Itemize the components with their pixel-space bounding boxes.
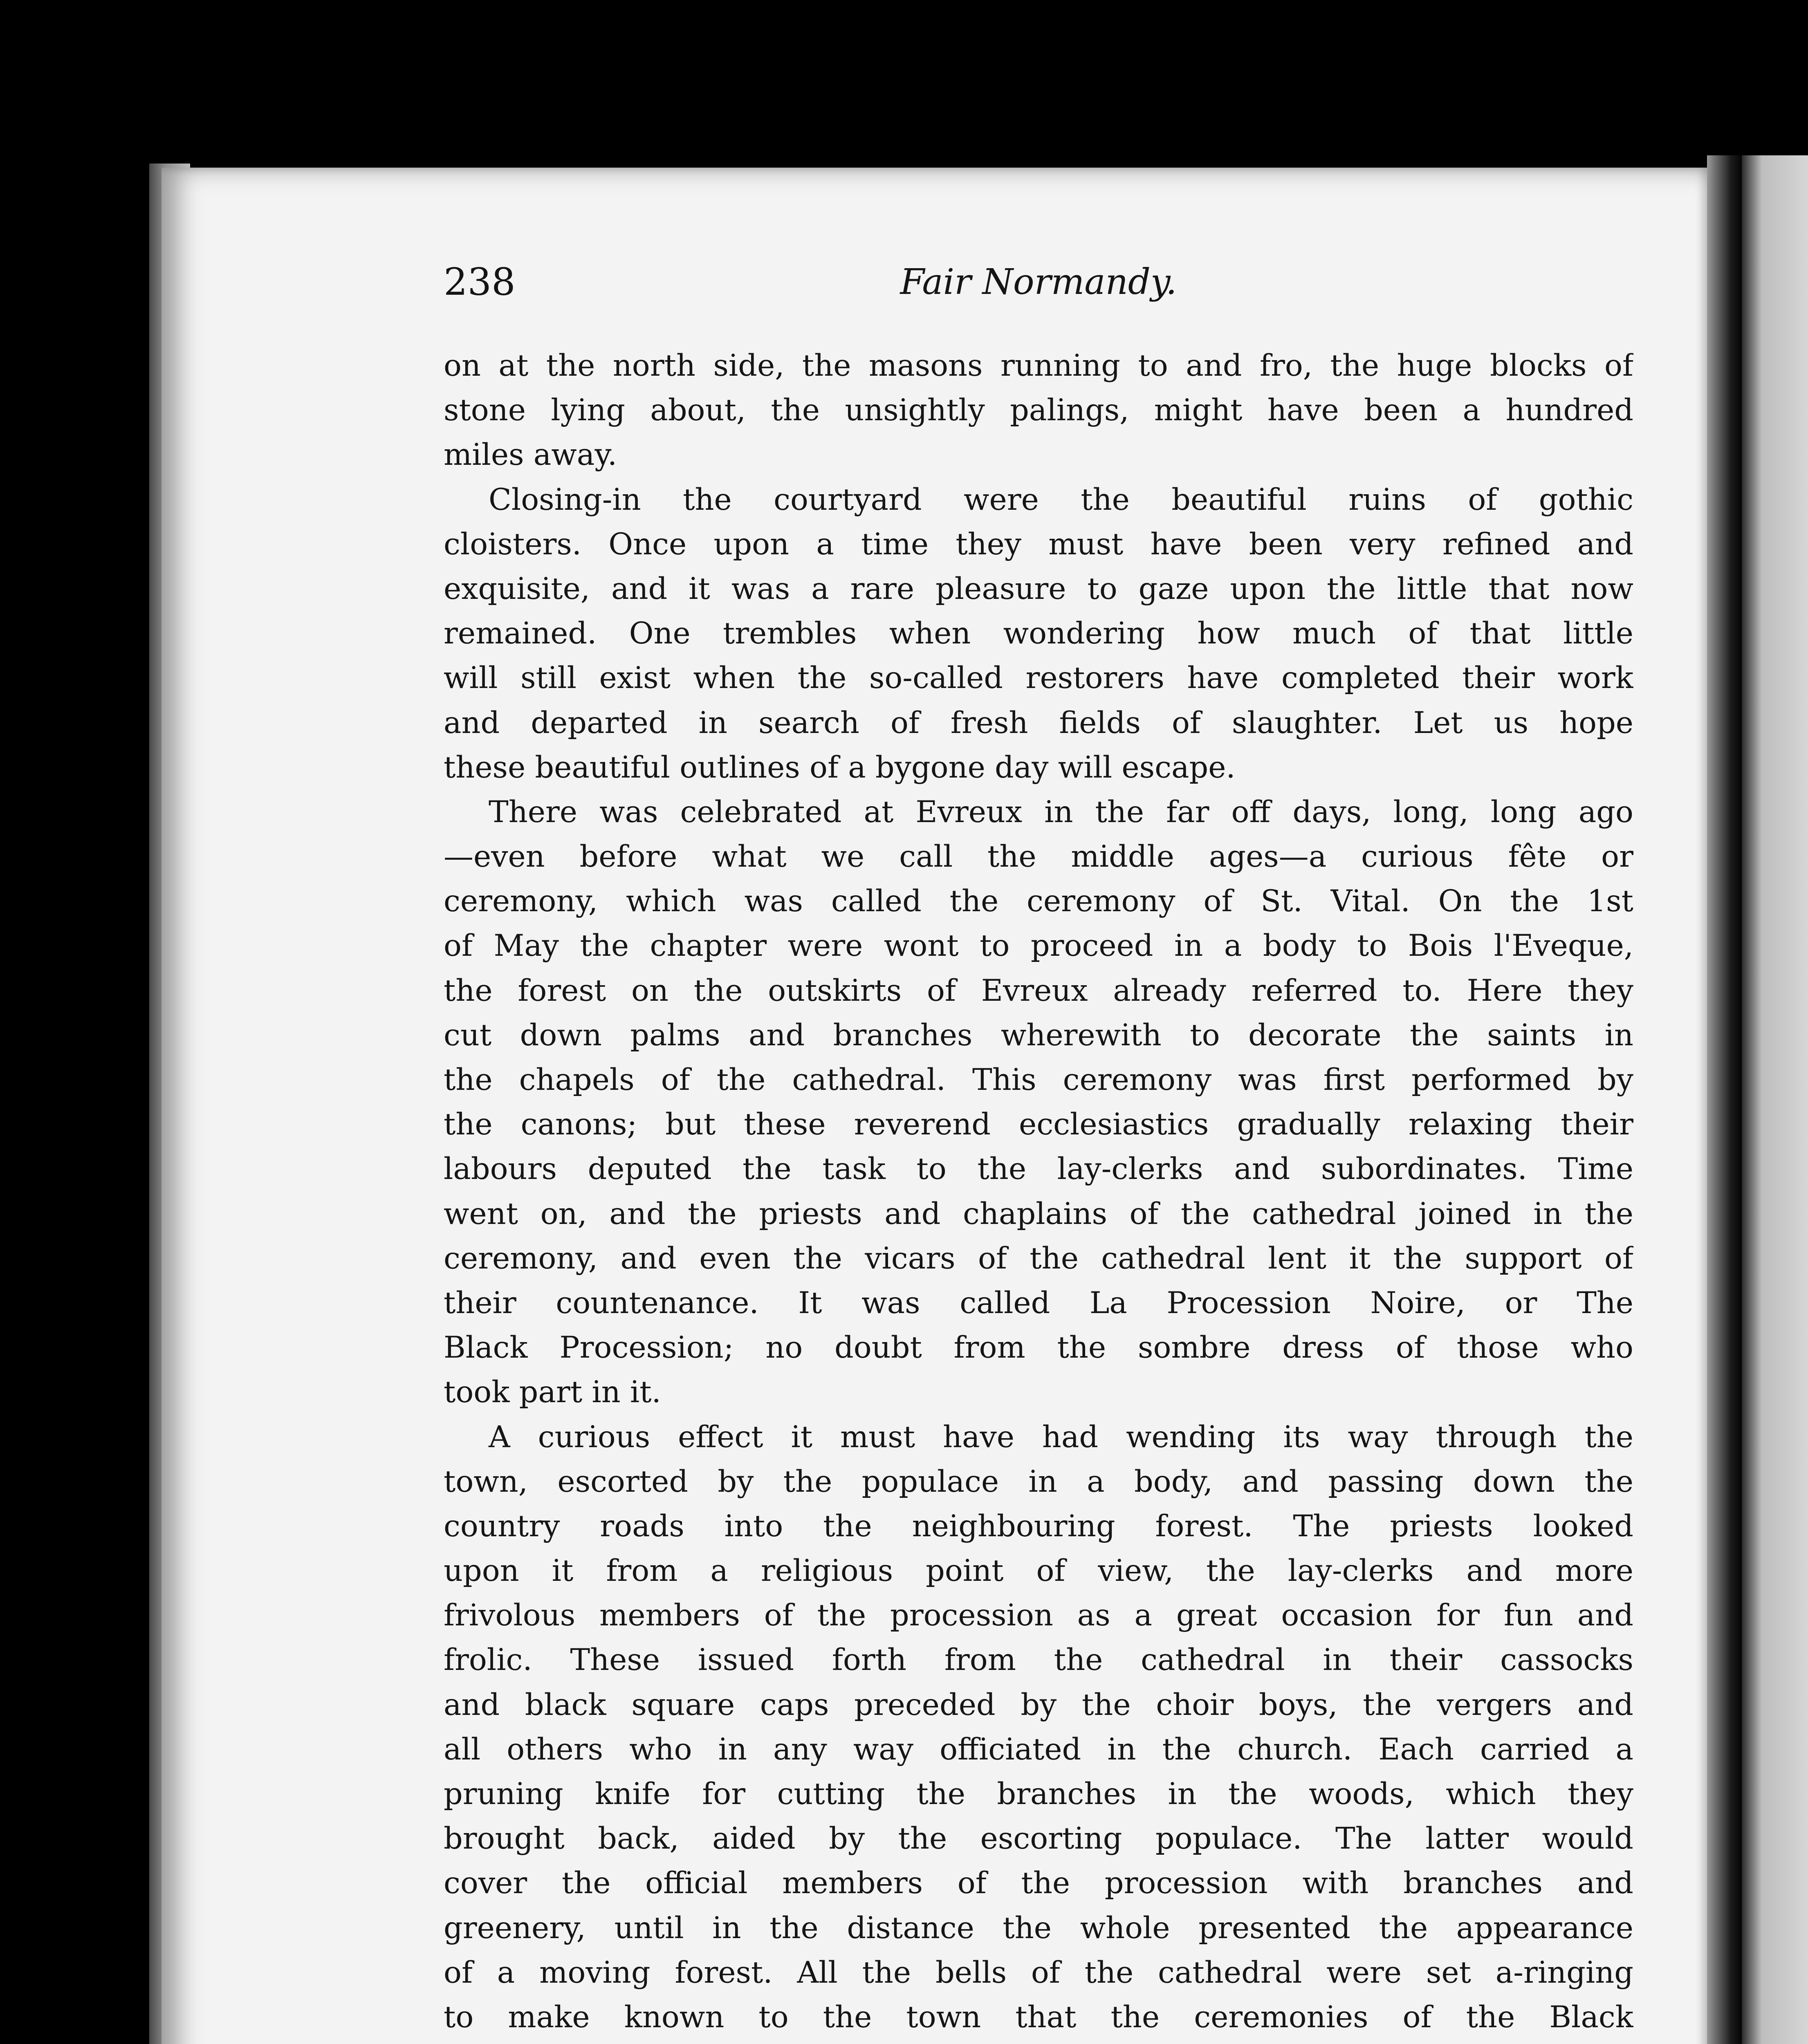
text-line: ceremony, and even the vicars of the cathedral lent it the support of	[444, 1241, 1633, 1276]
paragraph	[444, 1415, 1633, 2044]
text-line	[444, 2040, 1633, 2044]
text-line: —even before what we call the middle ages—a curious fête or	[444, 839, 1633, 874]
text-line: cut down palms and branches wherewith to decorate the saints in	[444, 1018, 1633, 1053]
text-line: the canons; but these reverend ecclesiastics gradually relaxing their	[444, 1107, 1633, 1142]
text-line: greenery, until in the distance the whole presented the appearance	[444, 1910, 1633, 1945]
text-line: stone lying about, the unsightly palings, might have been a hundred	[444, 393, 1633, 428]
text-line: the chapels of the cathedral. This ceremony was first performed by	[444, 1062, 1633, 1097]
page-header	[444, 258, 1633, 315]
text-line: cloisters. Once upon a time they must have been very refined and	[444, 527, 1633, 562]
text-line: to make known to the town that the ceremonies of the Black	[444, 1999, 1633, 2035]
facing-page-edge	[1742, 155, 1808, 2044]
text-line: Black Procession; no doubt from the sombre dress of those who	[444, 1330, 1633, 1365]
text-line: frivolous members of the procession as a great occasion for fun and	[444, 1598, 1633, 1633]
text-line: of May the chapter were wont to proceed in a body to Bois l'Eveque,	[444, 928, 1633, 964]
paragraph	[444, 343, 1633, 477]
book-gutter	[1707, 155, 1742, 2044]
text-line: miles away.	[444, 437, 617, 473]
text-line: these beautiful outlines of a bygone day will escape.	[444, 750, 1236, 785]
text-line: town, escorted by the populace in a body, and passing down the	[444, 1464, 1633, 1499]
text-line: the forest on the outskirts of Evreux already referred to. Here they	[444, 973, 1633, 1008]
text-line: on at the north side, the masons running to and fro, the huge blocks of	[444, 348, 1633, 383]
text-line: went on, and the priests and chaplains of the cathedral joined in the	[444, 1196, 1633, 1231]
text-line: Closing-in the courtyard were the beautiful ruins of gothic	[489, 482, 1633, 517]
running-title: Fair Normandy.	[900, 262, 1177, 303]
text-line: remained. One trembles when wondering how much of that little	[444, 616, 1633, 651]
paragraph	[444, 477, 1633, 790]
text-line: ceremony, which was called the ceremony of St. Vital. On the 1st	[444, 884, 1633, 919]
paragraph	[444, 790, 1633, 1415]
text-line: exquisite, and it was a rare pleasure to gaze upon the little that now	[444, 571, 1633, 606]
text-line: took part in it.	[444, 1375, 661, 1410]
text-line: of a moving forest. All the bells of the cathedral were set a-ringing	[444, 1955, 1633, 1990]
body-text	[444, 343, 1633, 2044]
text-line: cover the official members of the procession with branches and	[444, 1866, 1633, 1901]
text-line: upon it from a religious point of view, the lay-clerks and more	[444, 1553, 1633, 1589]
text-line: brought back, aided by the escorting populace. The latter would	[444, 1821, 1633, 1856]
text-line: A curious effect it must have had wending its way through the	[489, 1419, 1633, 1455]
text-line: and departed in search of fresh fields of slaughter. Let us hope	[444, 705, 1633, 740]
text-line: will still exist when the so-called restorers have completed their work	[444, 661, 1633, 696]
text-line: labours deputed the task to the lay-clerks and subordinates. Time	[444, 1152, 1633, 1187]
text-line: all others who in any way officiated in the church. Each carried a	[444, 1732, 1633, 1767]
text-line: and black square caps preceded by the choir boys, the vergers and	[444, 1687, 1633, 1722]
text-line: pruning knife for cutting the branches in the woods, which they	[444, 1777, 1633, 1811]
text-line: country roads into the neighbouring forest. The priests looked	[444, 1508, 1633, 1544]
page-number: 238	[444, 260, 516, 304]
text-line: frolic. These issued forth from the cathedral in their cassocks	[444, 1643, 1633, 1678]
text-line: their countenance. It was called La Procession Noire, or The	[444, 1285, 1633, 1320]
text-line: There was celebrated at Evreux in the far off days, long, long ago	[489, 794, 1633, 829]
